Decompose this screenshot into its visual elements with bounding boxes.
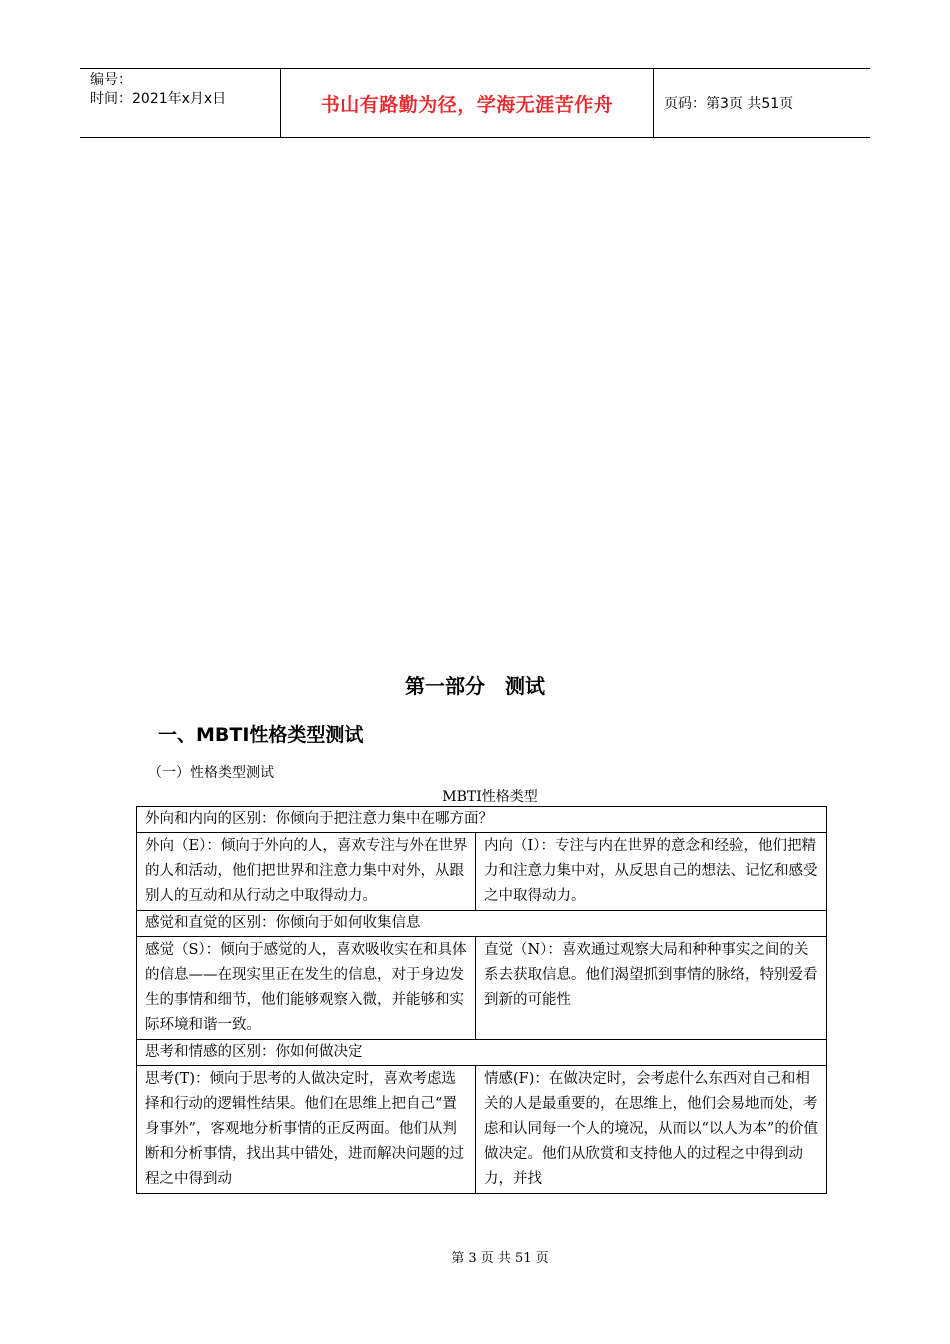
question-cell: 思考和情感的区别：你如何做决定 bbox=[137, 1040, 827, 1066]
table-row bbox=[137, 1040, 827, 1066]
table-caption: MBTI性格类型 bbox=[442, 789, 538, 805]
table-row bbox=[137, 911, 827, 937]
left-type-cell: 外向（E）：倾向于外向的人，喜欢专注与外在世界的人和活动，他们把世界和注意力集中对外，从跟别人的互动和从行动之中取得动力。 bbox=[137, 833, 476, 911]
header-meta bbox=[80, 69, 281, 137]
left-type-cell: 感觉（S）：倾向于感觉的人，喜欢吸收实在和具体的信息——在现实里正在发生的信息，对于身边发生的事情和细节，他们能够观察入微，并能够和实际环境和谐一致。 bbox=[137, 937, 476, 1040]
document-header bbox=[80, 68, 870, 138]
table-row bbox=[137, 1066, 827, 1194]
section-title: 一、MBTI性格类型测试 bbox=[158, 724, 364, 746]
page-footer: 第 3 页 共 51 页 bbox=[451, 1251, 549, 1266]
header-time: 时间：2021年x月x日 bbox=[90, 91, 227, 107]
table-row bbox=[137, 807, 827, 833]
subsection-title: （一）性格类型测试 bbox=[148, 765, 274, 781]
question-cell: 感觉和直觉的区别：你倾向于如何收集信息 bbox=[137, 911, 827, 937]
header-number: 编号： bbox=[90, 72, 132, 88]
mbti-table bbox=[136, 806, 827, 1194]
right-type-cell: 情感(F)：在做决定时，会考虑什么东西对自己和相关的人是最重要的，在思维上，他们会易地而处，考虑和认同每一个人的境况，从而以“以人为本”的价值做决定。他们从欣赏和支持他人的过程之中得到动力，并找 bbox=[476, 1066, 827, 1194]
right-type-cell: 内向（I）：专注与内在世界的意念和经验，他们把精力和注意力集中对，从反思自己的想法、记忆和感受之中取得动力。 bbox=[476, 833, 827, 911]
table-row bbox=[137, 833, 827, 911]
left-type-cell: 思考(T)：倾向于思考的人做决定时，喜欢考虑选择和行动的逻辑性结果。他们在思维上把自己“置身事外”，客观地分析事情的正反两面。他们从判断和分析事情，找出其中错处，进而解决问题的过程之中得到动 bbox=[137, 1066, 476, 1194]
part-title: 第一部分 测试 bbox=[405, 674, 545, 698]
header-page-info: 页码：第3页 共51页 bbox=[664, 96, 794, 112]
right-type-cell: 直觉（N）：喜欢通过观察大局和种种事实之间的关系去获取信息。他们渴望抓到事情的脉络，特别爱看到新的可能性 bbox=[476, 937, 827, 1040]
table-row bbox=[137, 937, 827, 1040]
header-motto: 书山有路勤为径，学海无涯苦作舟 bbox=[281, 69, 654, 137]
question-cell: 外向和内向的区别：你倾向于把注意力集中在哪方面？ bbox=[137, 807, 827, 833]
